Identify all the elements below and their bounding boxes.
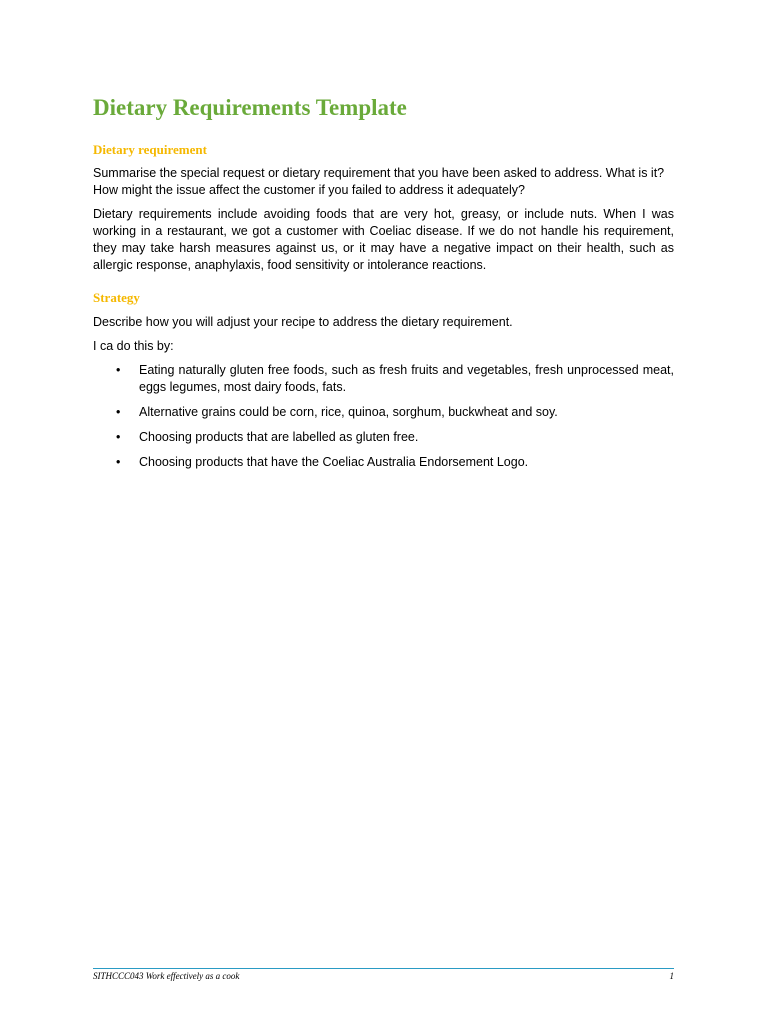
footer-divider — [93, 968, 674, 969]
dietary-answer: Dietary requirements include avoiding foods that are very hot, greasy, or include nuts. When I was working in a restaurant, we got a customer with Coeliac disease. If we do not handle his requirement, they may take harsh measures against us, or it may have a negative impact on their health, such as allergic response, anaphylaxis, food sensitivity or intolerance reactions. — [93, 207, 674, 272]
list-item-text: Eating naturally gluten free foods, such as fresh fruits and vegetables, fresh unprocessed meat, eggs legumes, most dairy foods, fats. — [139, 363, 674, 394]
bullet-icon: • — [116, 405, 121, 419]
dietary-prompt: Summarise the special request or dietary requirement that you have been asked to address. What is it? How might the issue affect the customer if you failed to address it adequately? — [93, 166, 665, 197]
footer-page-number: 1 — [669, 971, 674, 981]
footer-unit-title: SITHCCC043 Work effectively as a cook — [93, 971, 240, 981]
section-heading-dietary-requirement: Dietary requirement — [93, 142, 207, 157]
page-title: Dietary Requirements Template — [93, 95, 407, 120]
list-item-text: Choosing products that have the Coeliac Australia Endorsement Logo. — [139, 455, 529, 469]
strategy-intro: I ca do this by: — [93, 339, 174, 353]
list-item — [93, 429, 674, 446]
list-item-text: Alternative grains could be corn, rice, quinoa, sorghum, buckwheat and soy. — [139, 405, 558, 419]
strategy-prompt: Describe how you will adjust your recipe to address the dietary requirement. — [93, 315, 513, 329]
bullet-icon: • — [116, 455, 121, 469]
bullet-icon: • — [116, 430, 121, 444]
strategy-bullet-list — [93, 362, 674, 479]
bullet-icon: • — [116, 363, 121, 377]
list-item-text: Choosing products that are labelled as gluten free. — [139, 430, 419, 444]
list-item — [93, 362, 674, 396]
list-item — [93, 404, 674, 421]
section-heading-strategy: Strategy — [93, 290, 140, 305]
list-item — [93, 454, 674, 471]
